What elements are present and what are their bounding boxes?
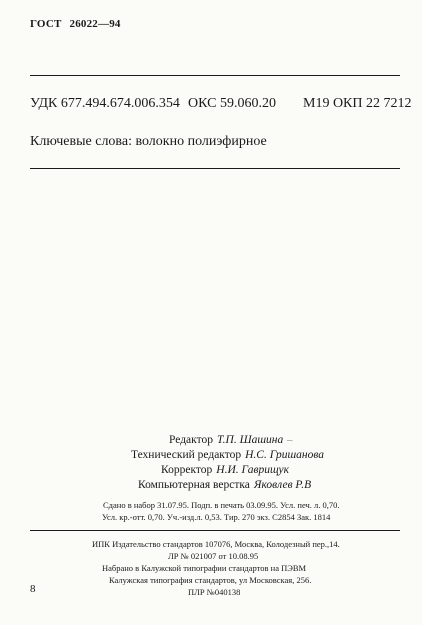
layout-name: Яковлев Р.В xyxy=(253,479,312,491)
publisher-line: Набрано в Калужской типографии стандартов на ПЭВМ xyxy=(102,563,307,573)
credit-editor xyxy=(169,434,283,446)
udk-code: УДК 677.494.674.006.354 xyxy=(30,96,180,111)
publisher-line: ПЛР №040138 xyxy=(188,587,241,597)
publisher-line: ЛР № 021007 от 10.08.95 xyxy=(168,551,259,561)
okp-code: М19 ОКП 22 7212 xyxy=(303,96,412,111)
dash-mark: – xyxy=(287,434,293,446)
imprint-rule xyxy=(30,530,400,531)
corrector-role: Корректор xyxy=(161,464,213,476)
print-info-line: Сдано в набор 31.07.95. Подп. в печать 03.09.95. Усл. печ. л. 0,70. xyxy=(103,500,340,510)
page-number: 8 xyxy=(30,583,36,595)
credit-corrector xyxy=(161,464,289,476)
tech-editor-name: Н.С. Гришанова xyxy=(245,449,324,461)
keywords-rule xyxy=(30,168,400,169)
print-info-line: Усл. кр.-отт. 0,70. Уч.-изд.л. 0,53. Тир. 270 экз. С2854 Зак. 1814 xyxy=(102,512,331,522)
publisher-line: ИПК Издательство стандартов 107076, Москва, Колодезный пер.,14. xyxy=(92,539,340,549)
oks-code: ОКС 59.060.20 xyxy=(188,96,276,111)
standard-label: ГОСТ xyxy=(30,18,62,30)
corrector-name: Н.И. Гаврищук xyxy=(216,464,290,476)
standard-number: 26022—94 xyxy=(69,18,121,30)
credit-tech-editor xyxy=(131,449,324,461)
tech-editor-role: Технический редактор xyxy=(131,449,242,461)
publisher-line: Калужская типография стандартов, ул Московская, 256. xyxy=(109,575,312,585)
credit-layout xyxy=(138,479,311,491)
layout-role: Компьютерная верстка xyxy=(138,479,250,491)
editor-role: Редактор xyxy=(169,434,213,446)
document-header xyxy=(30,18,121,30)
keywords: Ключевые слова: волокно полиэфирное xyxy=(30,134,267,149)
top-rule xyxy=(30,75,400,76)
editor-name: Т.П. Шашина xyxy=(216,434,284,446)
